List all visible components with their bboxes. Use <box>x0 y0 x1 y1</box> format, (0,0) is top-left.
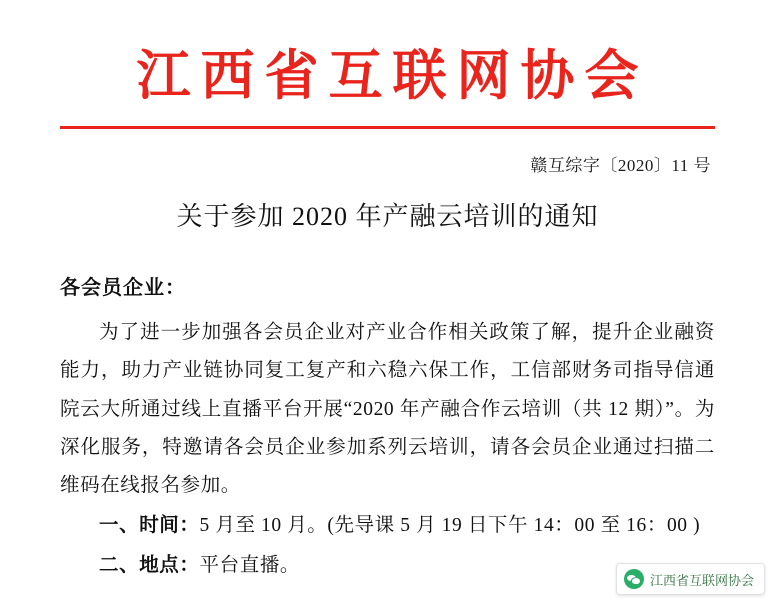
document-subject-title: 关于参加 2020 年产融云培训的通知 <box>176 202 599 232</box>
organization-title: 江西省互联网协会 <box>136 46 649 106</box>
header-red-divider <box>60 126 715 129</box>
list-item-value: 平台直播。 <box>199 554 301 576</box>
document-header <box>60 0 715 129</box>
wechat-account-badge[interactable] <box>616 563 765 595</box>
document-body <box>60 269 715 584</box>
list-item <box>60 507 715 545</box>
document-number: 赣互综字〔2020〕11 号 <box>530 156 711 176</box>
wechat-icon <box>624 569 644 589</box>
salutation: 各会员企业： <box>60 277 186 300</box>
list-item-label: 一、时间： <box>99 514 200 536</box>
list-item-label: 二、地点： <box>99 554 200 576</box>
body-paragraph-1: 为了进一步加强各会员企业对产业合作相关政策了解，提升企业融资能力，助力产业链协同复工复产和六稳六保工作，工信部财务司指导信通院云大所通过线上直播平台开展“2020 年产融合作云培训（共 12 期）”。为深化服务，特邀请各会员企业参加系列云培训，请各会员企业通过扫描二维码在线报名参加。 <box>60 322 715 496</box>
list-item-value: 5 月至 10 月。(先导课 5 月 19 日下午 14：00 至 16：00 ) <box>199 514 701 536</box>
wechat-account-name: 江西省互联网协会 <box>649 572 754 588</box>
